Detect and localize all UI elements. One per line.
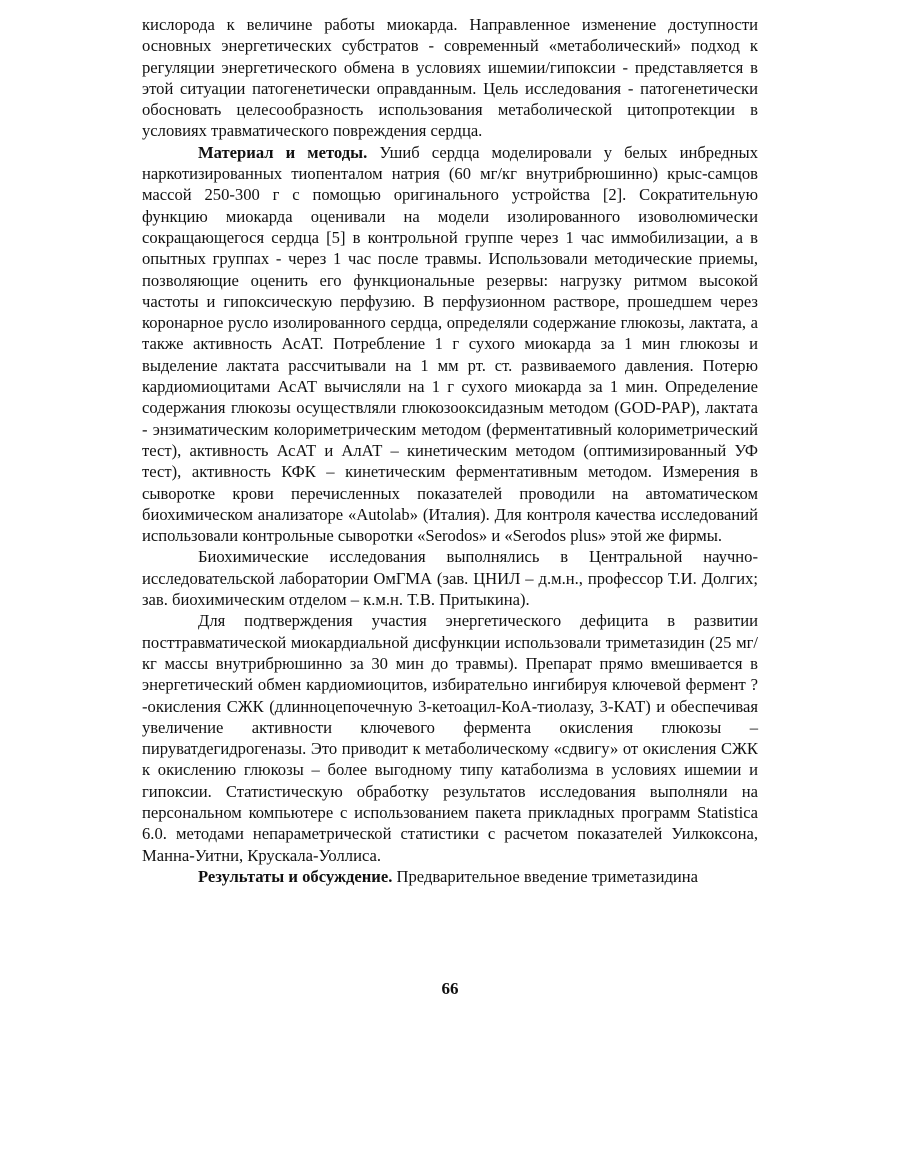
page-number: 66 — [441, 979, 459, 998]
section-heading-materials-methods: Материал и методы. — [198, 142, 368, 162]
paragraph-text: Предварительное введение триметазидина — [392, 866, 699, 886]
paragraph-materials-methods — [142, 142, 758, 547]
paragraph-results — [142, 866, 758, 887]
paragraph-trimetazidine — [142, 610, 758, 866]
paragraph-intro-continuation — [142, 14, 758, 142]
paragraph-text: Для подтверждения участия энергетического дефицита в развитии посттравматической миокардиальной дисфункции использовали триметазидин (25 мг/кг массы внутрибрюшинно за 30 мин до травмы). Препарат прямо вмешивается в энергетический обмен кардиомиоцитов, избирательно ингибируя ключевой фермент ?-окисления СЖК (длинноцепочечную 3-кетоацил-КоА-тиолазу, 3-КАТ) и обеспечивая увеличение активности ключевого фермента окисления глюкозы – пируватдегидрогеназы. Это приводит к метаболическому «сдвигу» от окисления СЖК к окислению глюкозы – более выгодному типу катаболизма в условиях ишемии и гипоксии. Статистическую обработку результатов исследования выполняли на персональном компьютере с использованием пакета прикладных программ Statistica 6.0. методами непараметрической статистики с расчетом показателей Уилкоксона, Манна-Уитни, Крускала-Уоллиса. — [142, 611, 758, 865]
paragraph-text: Биохимические исследования выполнялись в Центральной научно-исследовательской лаборатории ОмГМА (зав. ЦНИЛ – д.м.н., профессор Т.И. Долгих; зав. биохимическим отделом – к.м.н. Т.В. Притыкина). — [142, 547, 758, 610]
paragraph-text: Ушиб сердца моделировали у белых инбредных наркотизированных тиопенталом натрия (60 мг/кг внутрибрюшинно) крыс-самцов массой 250-300 г с помощью оригинального устройства [2]. Сократительную функцию миокарда оценивали на модели изолированного изоволюмически сокращающегося сердца [5] в контрольной группе через 1 час иммобилизации, а в опытных группах - через 1 час после травмы. Использовали методические приемы, позволяющие оценить его функциональные резервы: нагрузку ритмом высокой частоты и гипоксическую перфузию. В перфузионном растворе, прошедшем через коронарное русло изолированного сердца, определяли содержание глюкозы, лактата, а также активность АсАТ. Потребление 1 г сухого миокарда за 1 мин глюкозы и выделение лактата рассчитывали на 1 мм рт. ст. развиваемого давления. Потерю кардиомиоцитами АсАТ вычисляли на 1 г сухого миокарда за 1 мин. Определение содержания глюкозы осуществляли глюкозооксидазным методом (GOD-PAP), лактата - энзиматическим колориметрическим методом (ферментативный колориметрический тест), активность АсАТ и АлАТ – кинетическим методом (оптимизированный УФ тест), активность КФК – кинетическим ферментативным методом. Измерения в сыворотке крови перечисленных показателей проводили на автоматическом биохимическом анализаторе «Autolab» (Италия). Для контроля качества исследований использовали контрольные сыворотки «Serodos» и «Serodos plus» этой же фирмы. — [142, 142, 758, 546]
paragraph-text: кислорода к величине работы миокарда. Направленное изменение доступности основных энергетических субстратов - современный «метаболический» подход к регуляции энергетического обмена в условиях ишемии/гипоксии - представляется в этой ситуации патогенетически оправданным. Цель исследования - патогенетически обосновать целесообразность использования метаболической цитопротекции в условиях травматического повреждения сердца. — [142, 15, 758, 141]
document-page — [142, 14, 758, 887]
section-heading-results: Результаты и обсуждение. — [198, 866, 393, 886]
paragraph-biochem-lab — [142, 546, 758, 610]
